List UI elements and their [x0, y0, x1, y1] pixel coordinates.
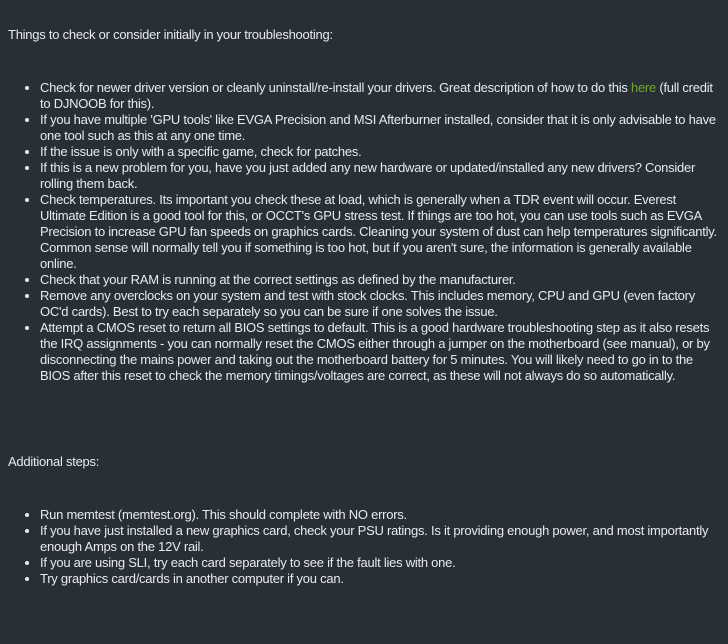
list-item-ram-settings: • Check that your RAM is running at the correct settings as defined by the manufacturer.	[40, 272, 718, 288]
item-text-after-link: (full credit to DJNOOB for this).	[40, 80, 713, 111]
section-heading-additional-steps: Additional steps:	[8, 454, 100, 469]
item-text-before-link: Check for newer driver version or cleanly uninstall/re-install your drivers. Great description of how to do this	[40, 80, 631, 95]
list-item-remove-overclocks: • Remove any overclocks on your system and test with stock clocks. This includes memory, CPU and GPU (even factory OC'd cards). Best to try each separately so you can be sure if one solves the issue.	[40, 288, 718, 320]
list-item-memtest: • Run memtest (memtest.org). This should complete with NO errors.	[40, 507, 718, 523]
list-item-cmos-reset: • Attempt a CMOS reset to return all BIOS settings to default. This is a good hardware troubleshooting step as it also resets the IRQ assignments - you can normally reset the CMOS either through a jumper on the motherboard (see manual), or by disconnecting the mains power and taking out the motherboard battery for 5 minutes. You will likely need to go in to the BIOS after this reset to check the memory timings/voltages are correct, as these will not always do so automatically.	[40, 320, 718, 384]
list-item-specific-game: • If the issue is only with a specific game, check for patches.	[40, 144, 718, 160]
list-item-new-problem: • If this is a new problem for you, have you just added any new hardware or updated/installed any new drivers? Consider rolling them back.	[40, 160, 718, 192]
list-item-gpu-tools: • If you have multiple 'GPU tools' like EVGA Precision and MSI Afterburner installed, consider that it is only advisable to have one tool such as this at any one time.	[40, 112, 718, 144]
list-item-another-computer: • Try graphics card/cards in another computer if you can.	[40, 571, 718, 587]
initial-checks-list	[8, 80, 718, 384]
here-link[interactable]: here	[630, 80, 656, 95]
list-item-driver-version	[40, 80, 718, 112]
section-heading-initial-checks: Things to check or consider initially in your troubleshooting:	[8, 27, 333, 42]
list-item-check-temperatures: • Check temperatures. Its important you check these at load, which is generally when a TDR event will occur. Everest Ultimate Edition is a good tool for this, or OCCT's GPU stress test. If things are too hot, you can use tools such as EVGA Precision to increase GPU fan speeds on graphics cards. Cleaning your system of dust can help temperatures significantly. Common sense will normally tell you if something is too hot, but if you aren't sure, the information is generally available online.	[40, 192, 718, 272]
list-item-psu-ratings: • If you have just installed a new graphics card, check your PSU ratings. Is it providing enough power, and most importantly enough Amps on the 12V rail.	[40, 523, 718, 555]
additional-steps-list	[8, 507, 718, 587]
list-item-sli: • If you are using SLI, try each card separately to see if the fault lies with one.	[40, 555, 718, 571]
